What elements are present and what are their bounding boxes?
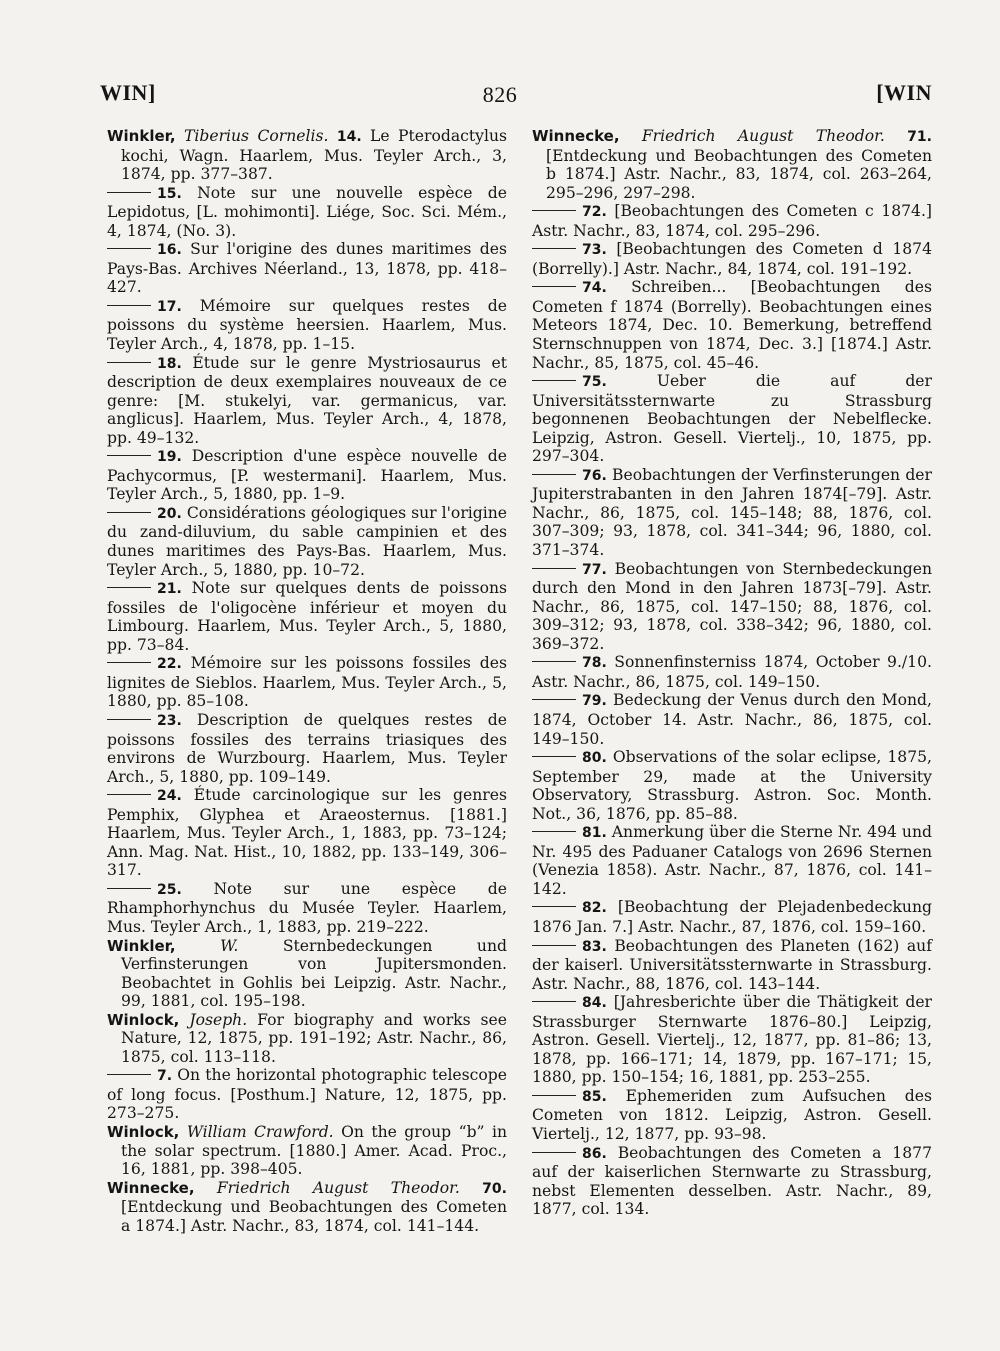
ditto-rule [532,380,576,381]
author-surname: Winlock, [107,1122,180,1141]
ditto-rule [532,661,576,662]
ditto-rule [532,906,576,907]
author-entry [532,127,932,202]
ditto-rule [532,756,576,757]
author-given-names: W. [220,936,239,955]
work-entry [532,278,932,372]
work-entry [532,898,932,936]
ditto-rule [107,248,151,249]
work-entry [107,579,507,654]
work-number: 21. [157,581,182,598]
ditto-rule [107,719,151,720]
ditto-rule [107,662,151,663]
ditto-rule [532,248,576,249]
work-number: 74. [582,280,607,297]
citation-text: Schreiben... [Beobachtungen des Cometen f 1874 (Borrelly). Beobachtungen eines Meteors 1874, Dec. 10. Bemerkung, betreffend Sternschnuppen von 1874, Dec. 3.] [1874.] Astr. Nachr., 85, 1875, col. 45–46. [532,278,932,372]
author-given-names: Tiberius Cornelis. [183,127,329,145]
work-entry [532,653,932,691]
citation-text: Beobachtungen von Sternbedeckungen durch den Mond in den Jahren 1873[–79]. Astr. Nachr., 86, 1875, col. 147–150; 88, 1876, col. 309–312; 93, 1878, col. 338–342; 96, 1880, col. 369–372. [532,559,932,653]
work-entry [532,466,932,560]
work-entry [532,1144,932,1219]
work-entry [532,372,932,466]
work-number: 24. [157,788,182,805]
citation-text: On the group “b” in the solar spectrum. [1880.] Amer. Acad. Proc., 16, 1881, pp. 398–405. [121,1122,507,1179]
author-surname: Winnecke, [532,127,620,145]
ditto-rule [532,1095,576,1096]
work-number: 76. [582,467,607,484]
citation-text: [Beobachtung der Plejadenbedeckung 1876 Jan. 7.] Astr. Nachr., 87, 1876, col. 159–160. [532,898,932,936]
author-entry [107,1179,507,1236]
citation-text: Sternbedeckungen und Verfinsterungen von Jupitersmonden. Beobachtet in Gohlis bei Leipzig. Astr. Nachr., 99, 1881, col. 195–198. [121,936,507,1011]
citation-text: Description d'une espèce nouvelle de Pachycormus, [P. westermani]. Haarlem, Mus. Teyler Arch., 5, 1880, pp. 1–9. [107,447,507,504]
work-number: 82. [582,900,607,917]
ditto-rule [532,699,576,700]
work-entry [107,711,507,786]
citation-text: Considérations géologiques sur l'origine du zand-diluvium, du sable campinien et des dunes maritimes des Pays-Bas. Haarlem, Mus. Teyler Arch., 5, 1880, pp. 10–72. [107,503,507,579]
work-number: 75. [582,374,607,391]
work-entry [532,1087,932,1144]
citation-text: Note sur quelques dents de poissons fossiles de l'oligocène inférieur et moyen du Limbourg. Haarlem, Mus. Teyler Arch., 5, 1880, pp. 73–84. [107,579,507,654]
work-number: 22. [157,656,182,673]
ditto-rule [107,1074,151,1075]
citation-text: [Entdeckung und Beobachtungen des Cometen b 1874.] Astr. Nachr., 83, 1874, col. 263–264, 295–296, 297–298. [546,146,932,202]
citation-text: Étude sur le genre Mystriosaurus et description de deux exemplaires nouveaux de ce genre: [M. stukelyi, var. germanicus, var. anglicus]. Haarlem, Mus. Teyler Arch., 4, 1878, pp. 49–132. [107,353,507,447]
work-entry [107,240,507,297]
ditto-rule [532,945,576,946]
author-entry [107,937,507,1011]
ditto-rule [532,568,576,569]
ditto-rule [107,794,151,795]
citation-text: Étude carcinologique sur les genres Pemphix, Glyphea et Araeosternus. [1881.] Haarlem, Mus. Teyler Arch., 1, 1883, pp. 73–124; Ann. Mag. Nat. Hist., 10, 1882, pp. 133–149, 306–317. [107,786,507,880]
ditto-rule [107,192,151,193]
ditto-rule [107,455,151,456]
citation-text: Ephemeriden zum Aufsuchen des Cometen von 1812. Leipzig, Astron. Gesell. Viertelj., 12, 1877, pp. 93–98. [532,1086,932,1143]
work-number: 23. [157,712,182,729]
work-number: 16. [157,242,182,259]
citation-text: Beobachtungen des Planeten (162) auf der kaiserl. Universitätssternwarte in Strassburg. Astr. Nachr., 88, 1876, col. 143–144. [532,936,932,993]
citation-text: Note sur une espèce de Rhamphorhynchus du Musée Teyler. Haarlem, Mus. Teyler Arch., 1, 1883, pp. 219–222. [107,879,507,936]
citation-text: Beobachtungen des Cometen a 1877 auf der kaiserlichen Sternwarte zu Strassburg, nebst Elementen desselben. Astr. Nachr., 89, 1877, col. 134. [532,1143,932,1219]
citation-text: Ueber die auf der Universitätssternwarte zu Strassburg begonnenen Beobachtungen der Nebelflecke. Leipzig, Astron. Gesell. Viertelj., 10, 1875, pp. 297–304. [532,372,932,466]
citation-text: Note sur une nouvelle espèce de Lepidotus, [L. mohimonti]. Liége, Soc. Sci. Mém., 4, 1874, (No. 3). [107,183,507,240]
work-entry [107,297,507,354]
work-number: 17. [157,298,182,315]
work-number: 7. [157,1068,173,1085]
page-number: 826 [482,82,518,107]
running-head-right: [WIN [876,80,932,105]
author-entry [107,1123,507,1179]
citation-text: Anmerkung über die Sterne Nr. 494 und Nr. 495 des Paduaner Catalogs von 2696 Sternen (Venezia 1858). Astr. Nachr., 87, 1876, col. 141–142. [532,823,932,898]
work-entry [107,184,507,241]
citation-text: Sonnenfinsterniss 1874, October 9./10. Astr. Nachr., 86, 1875, col. 149–150. [532,653,932,691]
work-entry [107,1066,507,1123]
citation-text: [Jahresberichte über die Thätigkeit der Strassburger Sternwarte 1876–80.] Leipzig, Astron. Gesell. Viertelj., 12, 1877, pp. 81–86; 13, 1878, pp. 166–171; 14, 1879, pp. 167–171; 15, 1880, pp. 150–154; 16, 1881, pp. 253–255. [532,993,932,1087]
author-entry [107,1011,507,1067]
ditto-rule [107,305,151,306]
work-entry [532,240,932,278]
left-column [107,127,507,1235]
work-number: 86. [582,1145,607,1162]
work-number: 70. [482,1180,507,1197]
citation-text: [Entdeckung und Beobachtungen des Cometen a 1874.] Astr. Nachr., 83, 1874, col. 141–144. [121,1198,507,1235]
author-surname: Winnecke, [107,1178,195,1197]
work-number: 73. [582,242,607,259]
work-entry [532,691,932,748]
citation-text: Description de quelques restes de poissons fossiles des terrains triasiques des environs de Wurzbourg. Haarlem, Mus. Teyler Arch., 5, 1880, pp. 109–149. [107,710,507,786]
work-entry [107,447,507,504]
ditto-rule [532,831,576,832]
work-entry [107,354,507,448]
work-entry [532,560,932,654]
work-number: 71. [907,129,932,145]
author-given-names: Joseph. [189,1010,248,1029]
work-entry [107,504,507,579]
work-number: 14. [336,129,362,145]
work-number: 19. [157,449,182,466]
ditto-rule [532,286,576,287]
citation-text: Sur l'origine des dunes maritimes des Pays-Bas. Archives Néerland., 13, 1878, pp. 418–427. [107,240,507,297]
citation-text: Beobachtungen der Verfinsterungen der Jupiterstrabanten in den Jahren 1874[–79]. Astr. Nachr., 86, 1875, col. 145–148; 88, 1876, col. 307–309; 93, 1878, col. 341–344; 96, 1880, col. 371–374. [532,465,932,560]
right-column [532,127,932,1219]
work-entry [532,748,932,823]
work-entry [532,993,932,1087]
work-number: 18. [157,355,182,372]
citation-text: [Beobachtungen des Cometen c 1874.] Astr. Nachr., 83, 1874, col. 295–296. [532,202,932,240]
work-entry [532,937,932,994]
work-entry [532,202,932,240]
work-number: 85. [582,1088,607,1105]
citation-text: Observations of the solar eclipse, 1875, September 29, made at the University Observatory, Strassburg. Astron. Soc. Month. Not., 36, 1876, pp. 85–88. [532,748,932,823]
work-entry [107,786,507,880]
work-number: 20. [157,505,182,522]
work-number: 72. [582,204,607,221]
work-number: 84. [582,995,607,1012]
ditto-rule [532,474,576,475]
ditto-rule [107,362,151,363]
work-number: 83. [582,938,607,955]
author-surname: Winkler, [107,127,176,145]
work-number: 15. [157,185,182,202]
citation-text: For biography and works see Nature, 12, 1875, pp. 191–192; Astr. Nachr., 86, 1875, col. 113–118. [121,1010,507,1066]
citation-text: Mémoire sur les poissons fossiles des lignites de Sieblos. Haarlem, Mus. Teyler Arch., 5, 1880, pp. 85–108. [107,654,507,711]
ditto-rule [107,888,151,889]
work-number: 25. [157,881,182,898]
citation-text: [Beobachtungen des Cometen d 1874 (Borrelly).] Astr. Nachr., 84, 1874, col. 191–192. [532,240,932,278]
work-number: 78. [582,655,607,672]
work-number: 79. [582,693,607,710]
work-number: 80. [582,750,607,767]
author-surname: Winkler, [107,936,176,955]
work-entry [532,823,932,898]
ditto-rule [107,512,151,513]
author-given-names: William Crawford. [186,1122,334,1141]
ditto-rule [532,210,576,211]
author-given-names: Friedrich August Theodor. [216,1178,460,1197]
author-entry [107,127,507,184]
work-number: 81. [582,825,607,842]
ditto-rule [107,587,151,588]
citation-text: On the horizontal photographic telescope of long focus. [Posthum.] Nature, 12, 1875, pp. 273–275. [107,1066,507,1123]
author-given-names: Friedrich August Theodor. [641,127,885,145]
citation-text: Bedeckung der Venus durch den Mond, 1874, October 14. Astr. Nachr., 86, 1875, col. 149–150. [532,691,932,748]
running-head-left: WIN] [100,80,156,105]
author-surname: Winlock, [107,1010,180,1029]
work-number: 77. [582,561,607,578]
citation-text: Le Pterodactylus kochi, Wagn. Haarlem, Mus. Teyler Arch., 3, 1874, pp. 377–387. [121,127,507,184]
ditto-rule [532,1152,576,1153]
ditto-rule [532,1001,576,1002]
citation-text: Mémoire sur quelques restes de poissons du système heersien. Haarlem, Mus. Teyler Arch., 4, 1878, pp. 1–15. [107,296,507,354]
work-entry [107,880,507,937]
work-entry [107,654,507,711]
